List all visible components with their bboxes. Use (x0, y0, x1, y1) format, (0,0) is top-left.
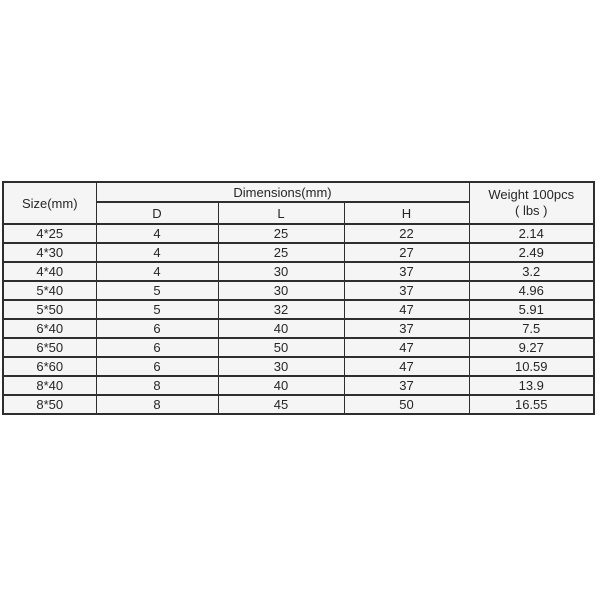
size-cell: 8*40 (3, 376, 96, 395)
h-cell: 37 (344, 262, 469, 281)
weight-cell: 16.55 (469, 395, 594, 414)
size-header: Size(mm) (3, 182, 96, 224)
weight-cell: 2.14 (469, 224, 594, 243)
d-cell: 6 (96, 357, 218, 376)
dimensions-header: Dimensions(mm) (96, 182, 469, 202)
table-row (3, 319, 594, 338)
d-column-header: D (96, 202, 218, 224)
size-cell: 4*30 (3, 243, 96, 262)
table-row (3, 338, 594, 357)
l-cell: 25 (218, 243, 344, 262)
weight-cell: 4.96 (469, 281, 594, 300)
size-cell: 5*40 (3, 281, 96, 300)
table-row (3, 300, 594, 319)
d-cell: 5 (96, 281, 218, 300)
size-cell: 4*25 (3, 224, 96, 243)
size-cell: 8*50 (3, 395, 96, 414)
l-cell: 30 (218, 281, 344, 300)
d-cell: 8 (96, 395, 218, 414)
d-cell: 4 (96, 224, 218, 243)
l-cell: 30 (218, 262, 344, 281)
size-cell: 5*50 (3, 300, 96, 319)
size-cell: 4*40 (3, 262, 96, 281)
l-cell: 32 (218, 300, 344, 319)
h-cell: 22 (344, 224, 469, 243)
table-row (3, 281, 594, 300)
l-column-header: L (218, 202, 344, 224)
table-row (3, 376, 594, 395)
weight-cell: 9.27 (469, 338, 594, 357)
h-cell: 50 (344, 395, 469, 414)
table-row (3, 395, 594, 414)
weight-cell: 2.49 (469, 243, 594, 262)
l-cell: 30 (218, 357, 344, 376)
weight-header-line1: Weight 100pcs (488, 187, 575, 202)
d-cell: 5 (96, 300, 218, 319)
d-cell: 8 (96, 376, 218, 395)
l-cell: 40 (218, 319, 344, 338)
d-cell: 6 (96, 319, 218, 338)
weight-cell: 3.2 (469, 262, 594, 281)
weight-cell: 13.9 (469, 376, 594, 395)
h-cell: 27 (344, 243, 469, 262)
h-cell: 37 (344, 376, 469, 395)
weight-cell: 10.59 (469, 357, 594, 376)
header-row-1 (3, 182, 594, 202)
weight-header (469, 182, 594, 224)
h-cell: 37 (344, 281, 469, 300)
table-header (3, 182, 594, 224)
h-cell: 47 (344, 338, 469, 357)
table-body (3, 224, 594, 414)
size-cell: 6*50 (3, 338, 96, 357)
d-cell: 6 (96, 338, 218, 357)
d-cell: 4 (96, 243, 218, 262)
weight-header-line2: ( lbs ) (515, 203, 548, 218)
weight-cell: 5.91 (469, 300, 594, 319)
h-cell: 37 (344, 319, 469, 338)
h-cell: 47 (344, 300, 469, 319)
table-row (3, 357, 594, 376)
table-row (3, 262, 594, 281)
l-cell: 50 (218, 338, 344, 357)
l-cell: 25 (218, 224, 344, 243)
h-column-header: H (344, 202, 469, 224)
h-cell: 47 (344, 357, 469, 376)
l-cell: 45 (218, 395, 344, 414)
table-row (3, 224, 594, 243)
size-cell: 6*40 (3, 319, 96, 338)
d-cell: 4 (96, 262, 218, 281)
size-cell: 6*60 (3, 357, 96, 376)
weight-cell: 7.5 (469, 319, 594, 338)
spec-table (2, 181, 595, 415)
table-row (3, 243, 594, 262)
l-cell: 40 (218, 376, 344, 395)
